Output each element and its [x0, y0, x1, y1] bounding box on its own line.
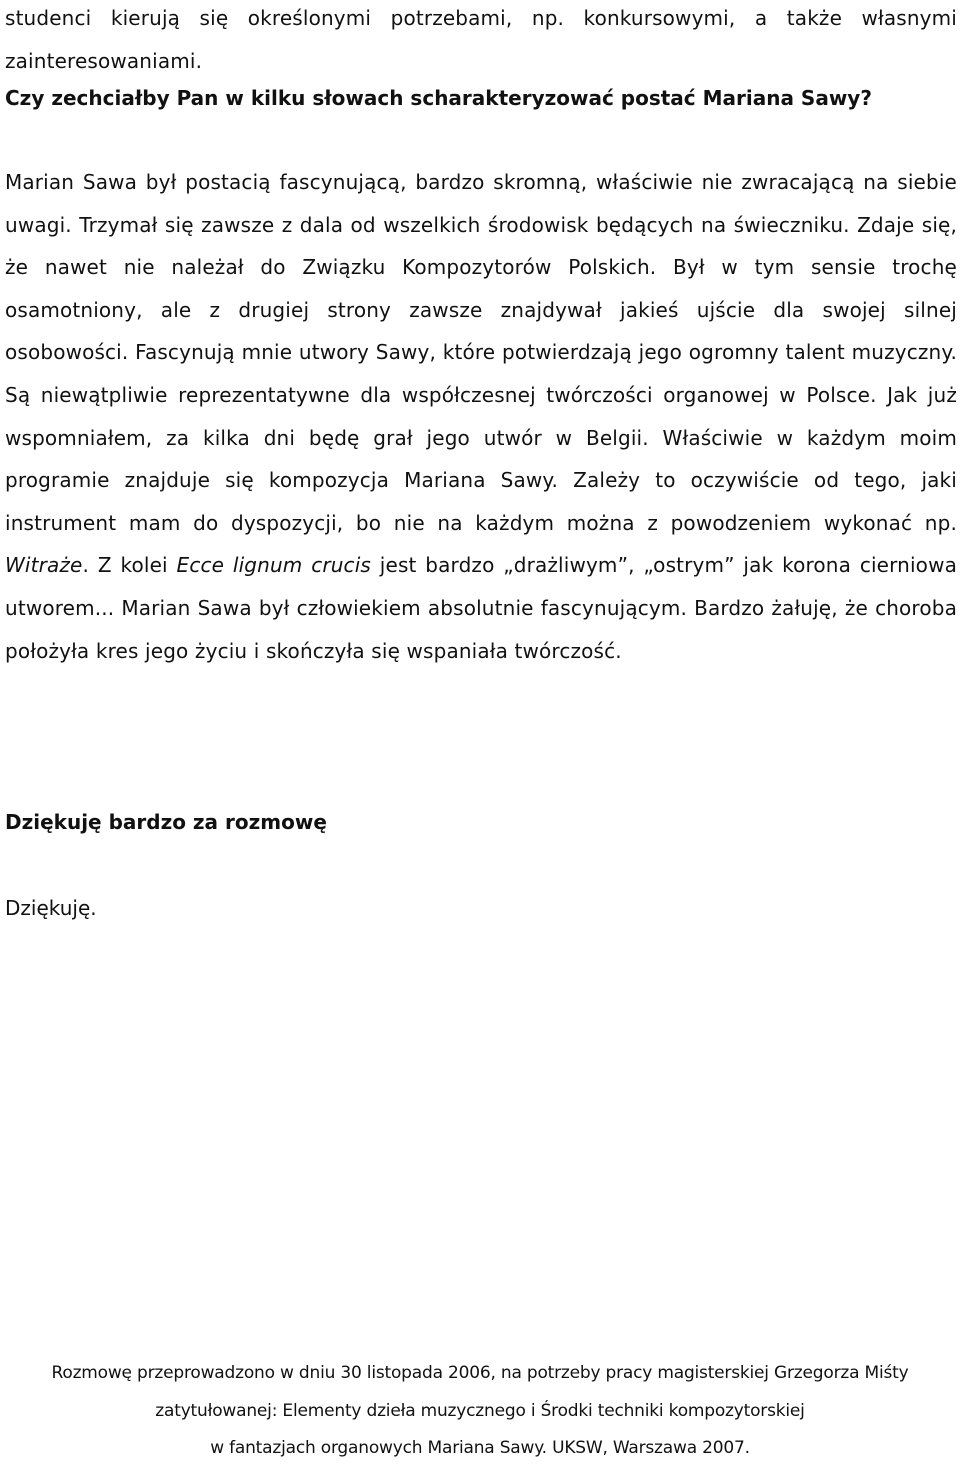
closing-question: Dziękuję bardzo za rozmowę	[5, 810, 327, 834]
interview-question: Czy zechciałby Pan w kilku słowach scharakteryzować postać Mariana Sawy?	[5, 86, 872, 110]
answer-text-part2: . Z kolei	[82, 553, 168, 578]
footer-line-2: zatytułowanej: Elementy dzieła muzycznego i Środki techniki kompozytorskiej	[155, 1400, 805, 1421]
answer-text-part3: jest bardzo „drażliwym”, „ostrym” jak korona cierniowa utworem... Marian Sawa był człowiekiem absolutnie fascynującym. Bardzo żałuję, że choroba położyła kres jego życiu i skończyła się wspaniała twórczość.	[5, 553, 957, 663]
interview-answer	[5, 161, 957, 672]
footer-line-3: w fantazjach organowych Mariana Sawy. UKSW, Warszawa 2007.	[210, 1438, 750, 1458]
intro-paragraph: studenci kierują się określonymi potrzebami, np. konkursowymi, a także własnymi zainteresowaniami.	[5, 6, 957, 73]
footer-note	[0, 1355, 960, 1468]
work-title-witraze: Witraże	[5, 553, 83, 578]
closing-answer: Dziękuję.	[5, 896, 97, 920]
work-title-ecce-lignum-crucis: Ecce lignum crucis	[176, 553, 371, 578]
footer-line-1: Rozmowę przeprowadzono w dniu 30 listopada 2006, na potrzeby pracy magisterskiej Grzegorza Miśty	[51, 1363, 909, 1383]
answer-text-part1: Marian Sawa był postacią fascynującą, bardzo skromną, właściwie nie zwracającą na siebie uwagi. Trzymał się zawsze z dala od wszelkich środowisk będących na świeczniku. Zdaje się, że nawet nie należał do Związku Kompozytorów Polskich. Był w tym sensie trochę osamotniony, ale z drugiej strony zawsze znajdywał jakieś ujście dla swojej silnej osobowości. Fascynują mnie utwory Sawy, które potwierdzają jego ogromny talent muzyczny. Są niewątpliwie reprezentatywne dla współczesnej twórczości organowej w Polsce. Jak już wspomniałem, za kilka dni będę grał jego utwór w Belgii. Właściwie w każdym moim programie znajduje się kompozycja Mariana Sawy. Zależy to oczywiście od tego, jaki instrument mam do dyspozycji, bo nie na każdym można z powodzeniem wykonać np.	[5, 170, 957, 535]
